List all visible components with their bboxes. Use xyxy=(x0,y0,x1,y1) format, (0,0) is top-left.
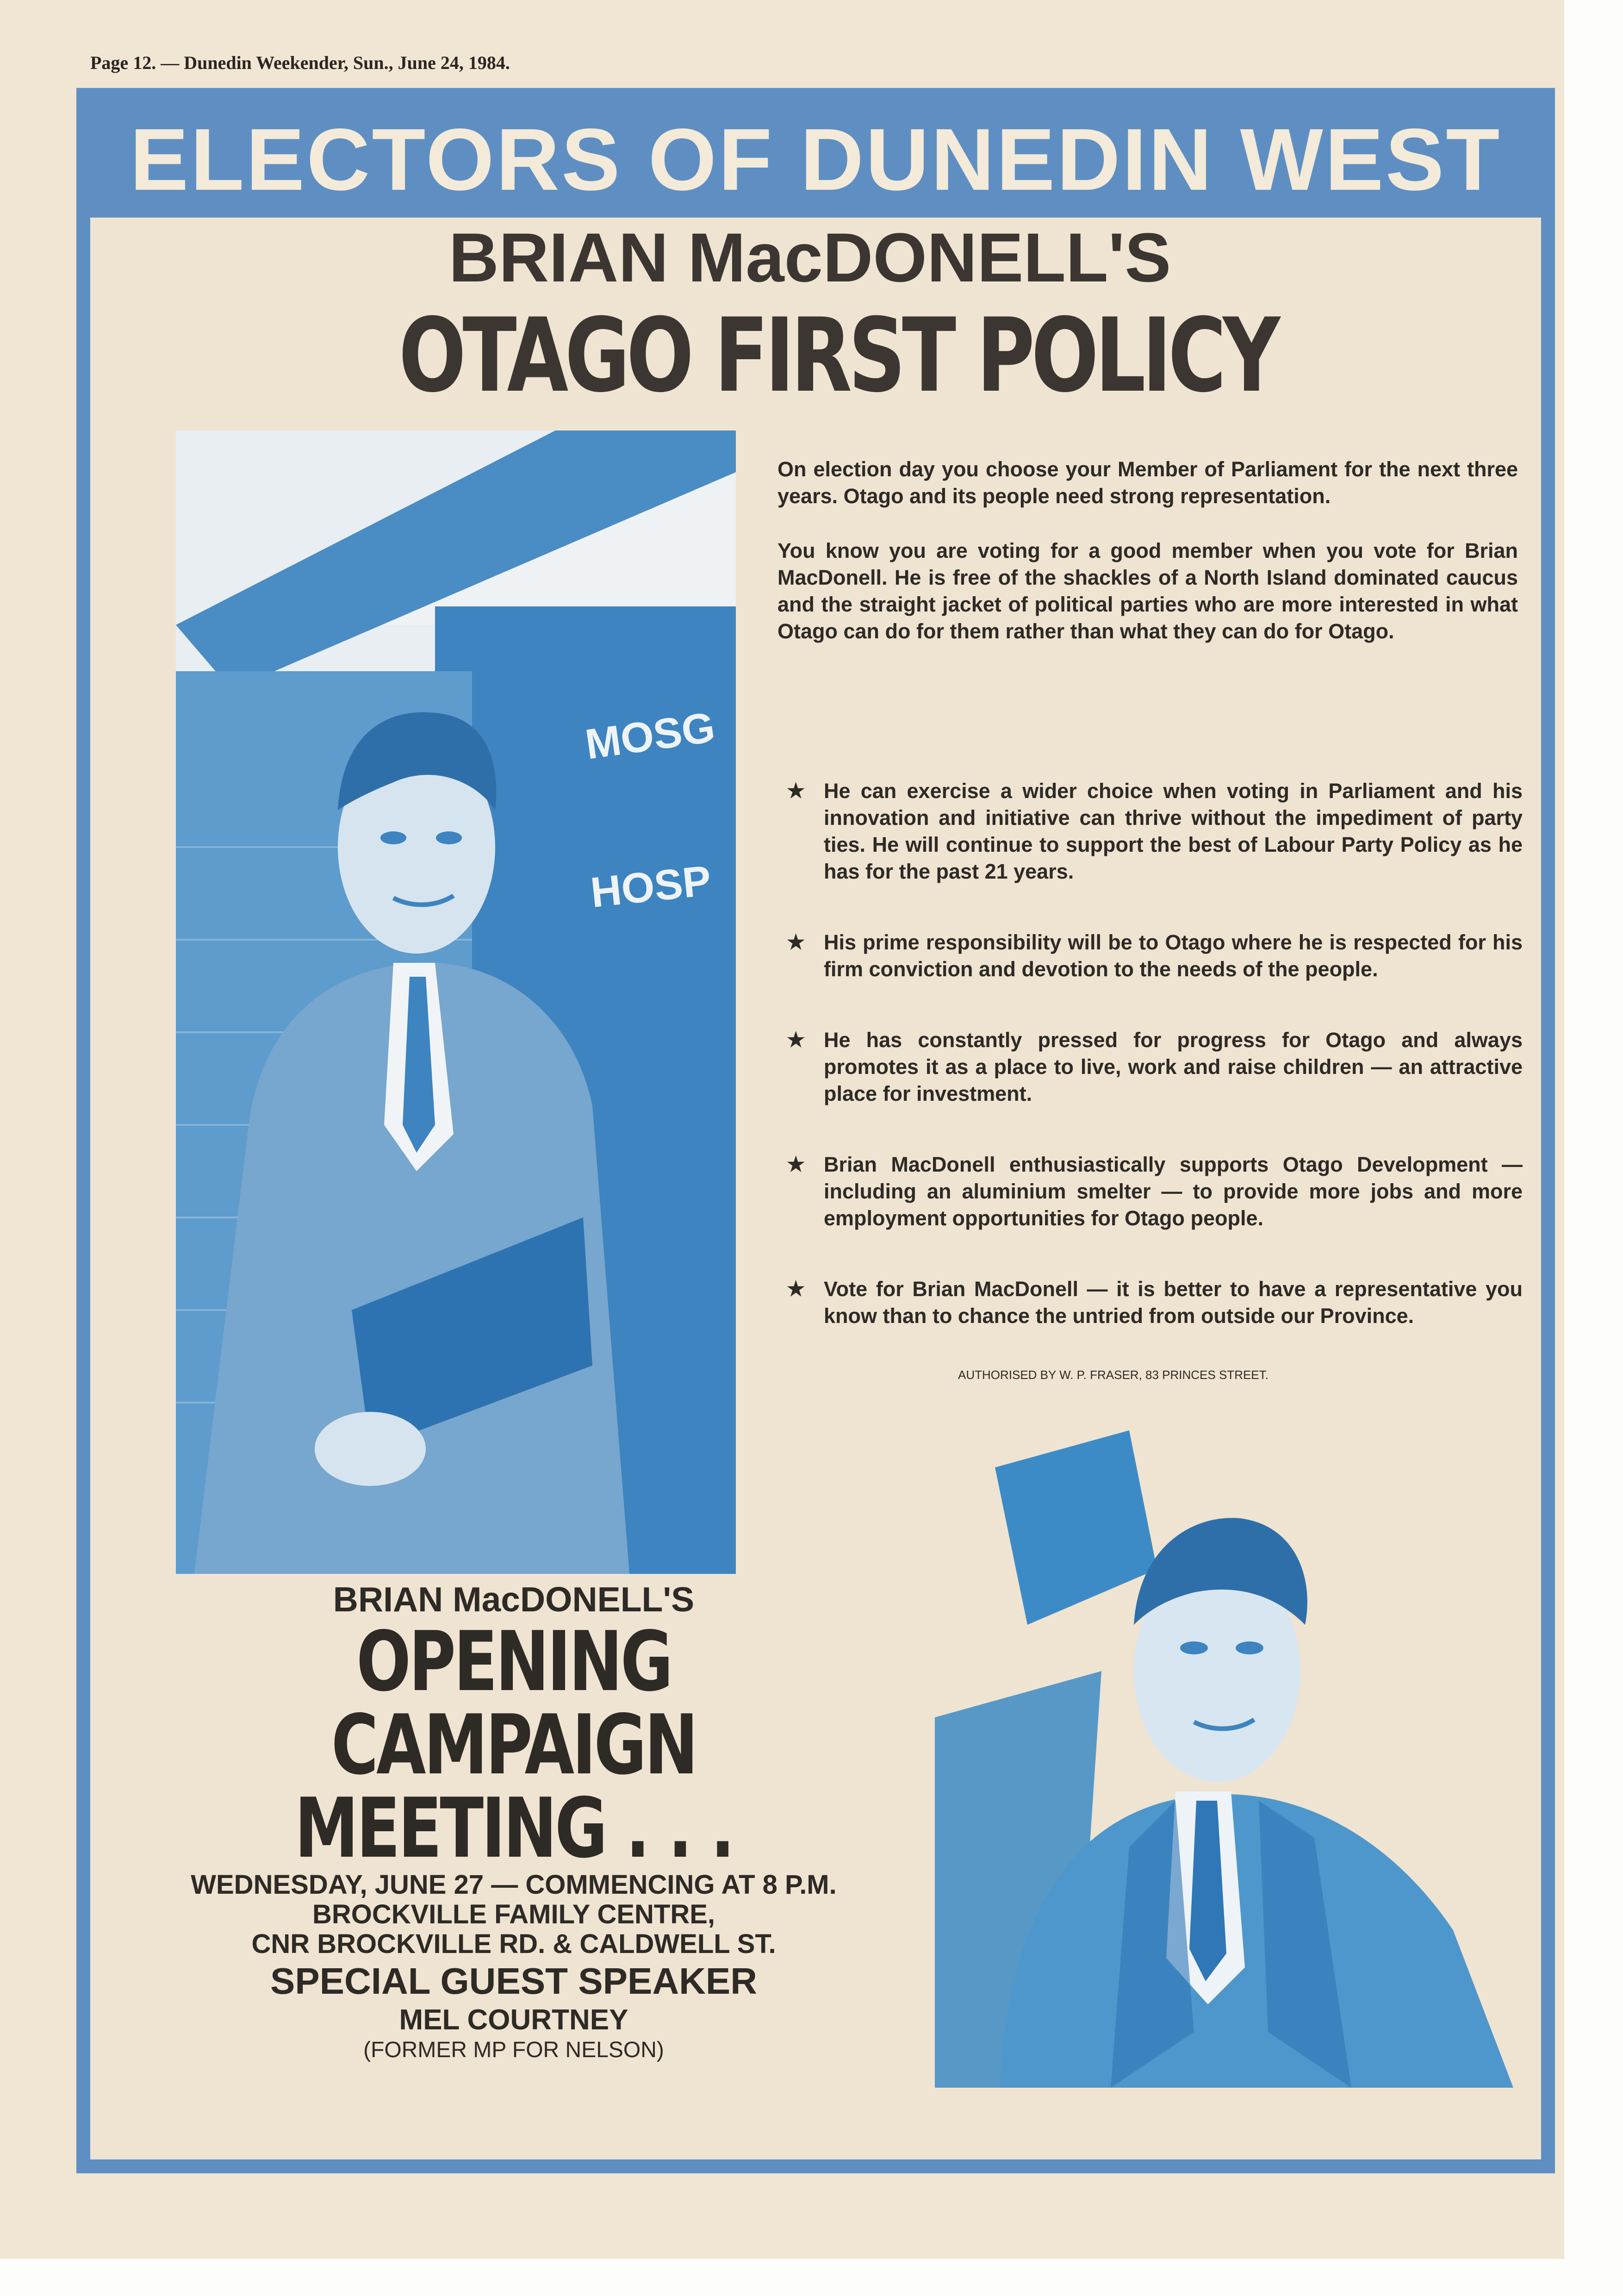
candidate-photo-main xyxy=(176,430,736,1574)
star-icon: ★ xyxy=(787,1153,805,1176)
intro-paragraph-2: You know you are voting for a good member when you vote for Brian MacDonell. He is free of the shackles of a North Island dominated caucus and the straight jacket of political parties who are more interested in what Otago can do for them rather than what they can do for Otago. xyxy=(777,539,1518,643)
guest-speaker-heading: SPECIAL GUEST SPEAKER xyxy=(270,1960,758,2002)
star-icon: ★ xyxy=(787,780,805,802)
policy-bullet: ★ Vote for Brian MacDonell — it is better to have a representative you know than to chance the untried from outside our Province. xyxy=(782,1276,1523,1329)
building-sign-2: HOSP xyxy=(588,857,714,917)
policy-intro xyxy=(777,456,1518,673)
policy-bullet: ★ Brian MacDonell enthusiastically supports Otago Development — including an aluminium smelter — to provide more jobs and more employment opportunities for Otago people. xyxy=(782,1151,1523,1232)
star-icon: ★ xyxy=(787,931,805,954)
meeting-title-line-1: OPENING xyxy=(356,1614,671,1710)
paper-margin-bottom xyxy=(0,2259,1623,2296)
page-header: Page 12. — Dunedin Weekender, Sun., June 24, 1984. xyxy=(90,52,510,73)
policy-bullet: ★ His prime responsibility will be to Otago where he is respected for his firm conviction and devotion to the needs of the people. xyxy=(782,929,1523,983)
headline-name: BRIAN MacDONELL'S xyxy=(448,218,1171,296)
meeting-venue: BROCKVILLE FAMILY CENTRE, xyxy=(312,1899,715,1929)
intro-paragraph-1: On election day you choose your Member of Parliament for the next three years. Otago and its people need strong representation. xyxy=(777,457,1518,508)
authorisation-notice: AUTHORISED BY W. P. FRASER, 83 PRINCES STREET. xyxy=(958,1368,1269,1382)
meeting-address: CNR BROCKVILLE RD. & CALDWELL ST. xyxy=(251,1929,776,1959)
meeting-candidate-name: BRIAN MacDONELL'S xyxy=(333,1580,695,1619)
star-icon: ★ xyxy=(787,1278,805,1300)
meeting-date: WEDNESDAY, JUNE 27 — COMMENCING AT 8 P.M. xyxy=(191,1870,837,1900)
building-sign-1: MOSG xyxy=(582,703,718,768)
campaign-meeting-notice xyxy=(130,1578,898,2064)
guest-speaker-note: (FORMER MP FOR NELSON) xyxy=(363,2038,664,2062)
meeting-title-line-3: MEETING . . . xyxy=(294,1780,733,1876)
policy-bullet: ★ He has constantly pressed for progress for Otago and always promotes it as a place to live, work and raise children — an attractive place for investment. xyxy=(782,1027,1523,1107)
policy-bullets xyxy=(782,778,1523,1373)
policy-bullet: ★ He can exercise a wider choice when voting in Parliament and his innovation and initiative can thrive without the impediment of party ties. He will continue to support the best of Labour Party Policy as he has for the past 21 years. xyxy=(782,778,1523,885)
headline-policy: OTAGO FIRST POLICY xyxy=(398,296,1277,415)
candidate-photo-second xyxy=(935,1430,1532,2088)
meeting-title-line-2: CAMPAIGN xyxy=(331,1697,696,1793)
banner-title: ELECTORS OF DUNEDIN WEST xyxy=(130,111,1502,209)
guest-speaker-name: MEL COURTNEY xyxy=(399,2004,628,2036)
star-icon: ★ xyxy=(787,1029,805,1051)
paper-margin-right xyxy=(1564,0,1623,2296)
